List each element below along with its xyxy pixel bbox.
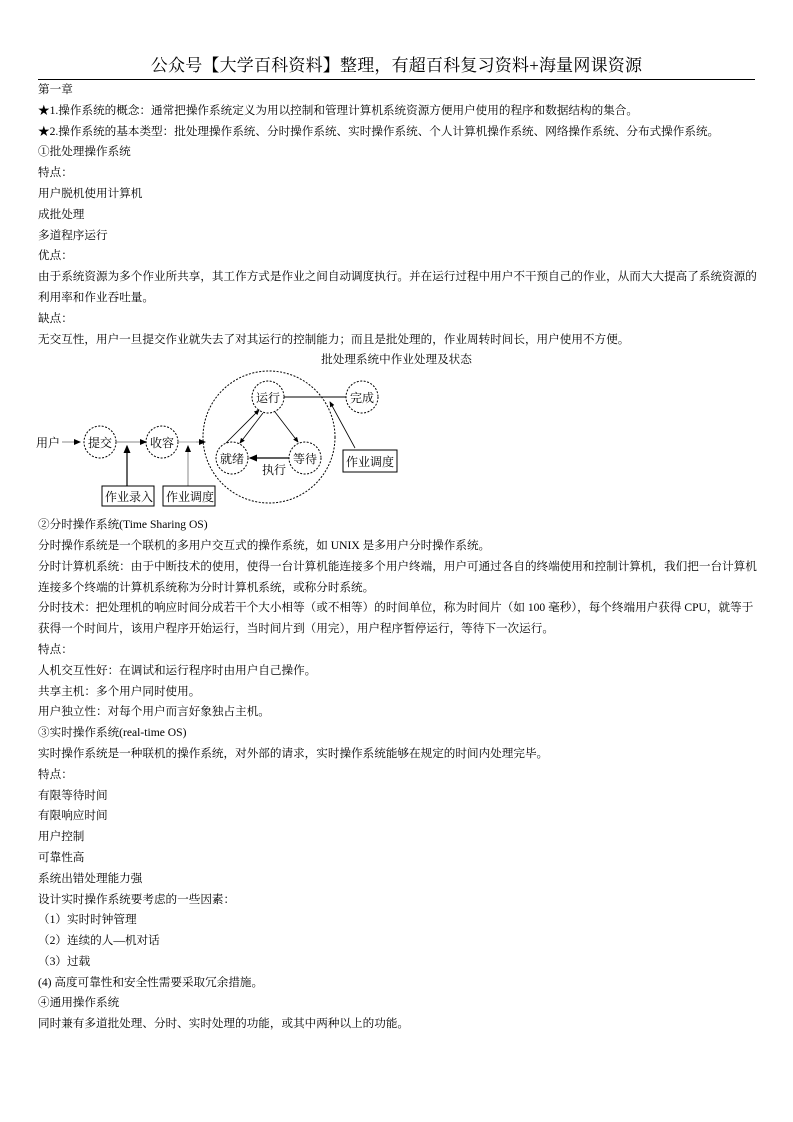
box-job-schedule-1	[163, 486, 215, 506]
advantages-text: 由于系统资源为多个作业所共享，其工作方式是作业之间自动调度执行。并在运行过程中用户不干预自己的作业，从而大大提高了系统资源的利用率和作业吞吐量。	[38, 270, 757, 304]
node-run	[252, 381, 284, 413]
paragraph: 同时兼有多道批处理、分时、实时处理的功能，或其中两种以上的功能。	[38, 1017, 410, 1031]
svg-text:等待: 等待	[293, 452, 318, 466]
feature-item: 系统出错处理能力强	[38, 871, 143, 885]
node-done	[346, 381, 378, 413]
advantages-label: 优点：	[38, 249, 73, 263]
svg-text:作业录入: 作业录入	[105, 490, 154, 504]
svg-text:就绪: 就绪	[220, 452, 245, 466]
feature-item: 有限等待时间	[38, 788, 108, 802]
section-general-heading: ④通用操作系统	[38, 996, 120, 1010]
design-factor-item: （3）过载	[38, 954, 91, 968]
document-body	[38, 80, 758, 1035]
paragraph: 分时计算机系统：由于中断技术的使用，使得一台计算机能连接多个用户终端，用户可通过各自的终端使用和控制计算机，我们把一台计算机连接多个终端的计算机系统称为分时计算机系统，或称分时系统。	[38, 559, 757, 594]
feature-item: 成批处理	[38, 207, 85, 221]
section-batch-heading: ①批处理操作系统	[38, 145, 131, 159]
features-label: 特点：	[38, 767, 73, 781]
svg-text:作业调度: 作业调度	[166, 490, 215, 504]
features-label: 特点：	[38, 166, 73, 180]
feature-item: 共享主机：多个用户同时使用。	[38, 684, 201, 698]
concept-definition: ★1.操作系统的概念：通常把操作系统定义为用以控制和管理计算机系统资源方便用户使用的程序和数据结构的集合。	[38, 103, 638, 117]
page-header: 公众号【大学百科资料】整理，有超百科复习资料+海量网课资源	[150, 56, 643, 75]
svg-text:作业调度: 作业调度	[346, 455, 395, 469]
svg-text:完成: 完成	[350, 391, 375, 405]
paragraph: 实时操作系统是一种联机的操作系统，对外部的请求，实时操作系统能够在规定的时间内处理完毕。	[38, 746, 549, 760]
os-types: ★2.操作系统的基本类型：批处理操作系统、分时操作系统、实时操作系统、个人计算机操作系统、网络操作系统、分布式操作系统。	[38, 124, 720, 138]
svg-text:运行: 运行	[256, 391, 281, 405]
batch-processing-diagram	[30, 366, 420, 511]
paragraph: 分时操作系统是一个联机的多用户交互式的操作系统，如 UNIX 是多用户分时操作系统。	[38, 538, 491, 552]
feature-item: 用户控制	[38, 830, 85, 844]
feature-item: 人机交互性好：在调试和运行程序时由用户自己操作。	[38, 663, 317, 677]
features-label: 特点：	[38, 642, 73, 656]
design-factor-item: （1）实时时钟管理	[38, 913, 137, 927]
node-wait	[289, 442, 321, 474]
diagram-caption: 批处理系统中作业处理及状态	[321, 353, 472, 367]
node-user-label: 用户	[36, 436, 61, 450]
feature-item: 有限响应时间	[38, 809, 108, 823]
feature-item: 用户独立性：对每个用户而言好象独占主机。	[38, 705, 270, 719]
svg-text:提交: 提交	[88, 436, 113, 450]
feature-item: 可靠性高	[38, 850, 85, 864]
box-job-schedule-2	[343, 450, 397, 472]
section-realtime-heading: ③实时操作系统(real-time OS)	[38, 726, 187, 740]
node-hold	[146, 426, 178, 458]
disadvantages-label: 缺点：	[38, 311, 73, 325]
chapter-heading: 第一章	[38, 83, 73, 96]
section-timesharing-heading: ②分时操作系统(Time Sharing OS)	[38, 518, 208, 532]
box-job-entry	[102, 486, 154, 506]
node-ready	[216, 442, 248, 474]
node-submit	[84, 426, 116, 458]
disadvantages-text: 无交互性，用户一旦提交作业就失去了对其运行的控制能力；而且是批处理的，作业周转时间长，用户使用不方便。	[38, 332, 630, 346]
design-factor-item: (4) 高度可靠性和安全性需要采取冗余措施。	[38, 975, 264, 989]
feature-item: 多道程序运行	[38, 228, 108, 242]
paragraph: 分时技术：把处理机的响应时间分成若干个大小相等（或不相等）的时间单位，称为时间片（如 100 毫秒），每个终端用户获得 CPU，就等于获得一个时间片，该用户程序开始运行，当时间片到（用完），用户程序暂停运行，等待下一次运行。	[38, 601, 754, 636]
design-factors-label: 设计实时操作系统要考虑的一些因素：	[38, 892, 236, 906]
feature-item: 用户脱机使用计算机	[38, 186, 143, 200]
svg-text:收容: 收容	[150, 436, 175, 450]
design-factor-item: （2）连续的人—机对话	[38, 934, 160, 948]
edge-execute-label: 执行	[262, 463, 287, 477]
